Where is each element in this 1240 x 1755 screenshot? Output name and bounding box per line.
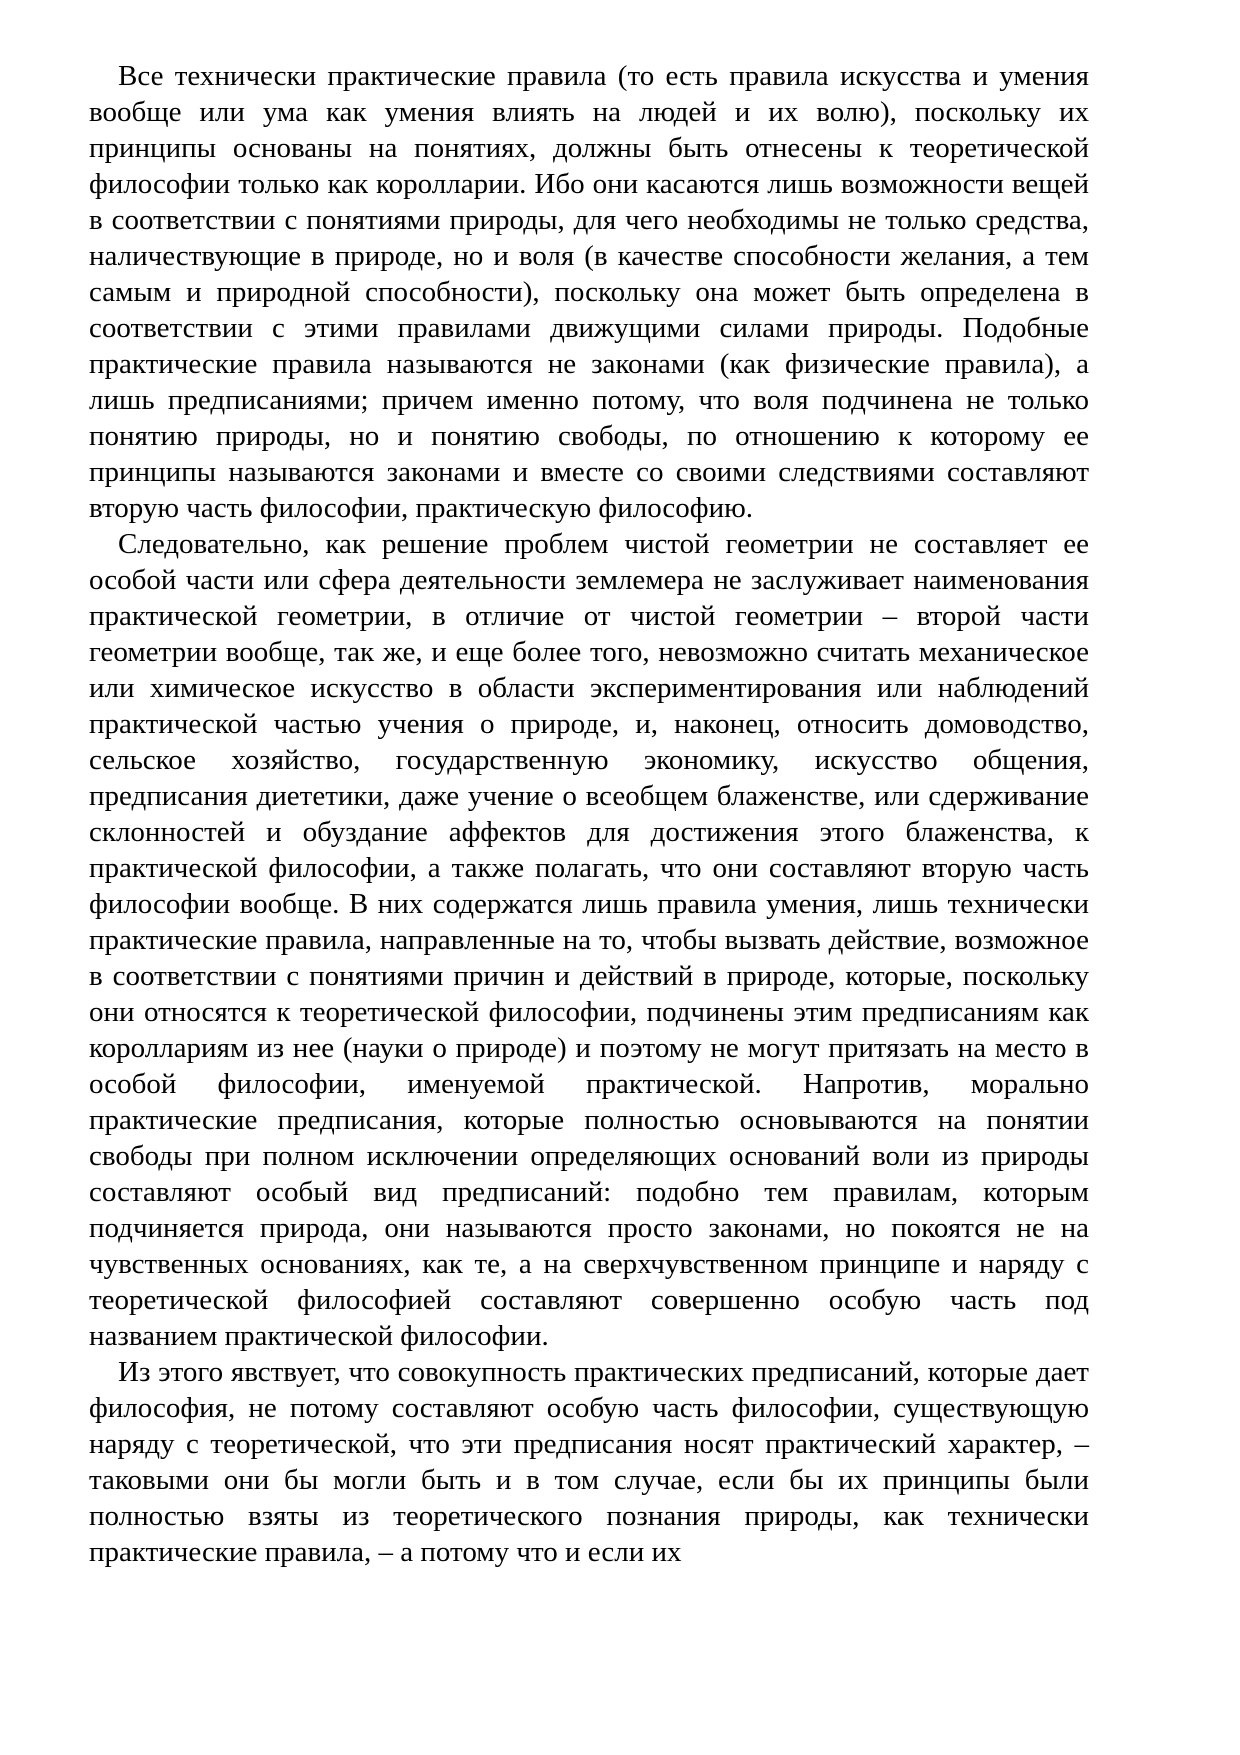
paragraph-1: Все технически практические правила (то есть правила искусства и умения вообще или ума как умения влиять на людей и их волю), поскольку их принципы основаны на понятиях, должны быть отнесены к теоретической философии только как королларии. Ибо они касаются лишь возможности вещей в соответствии с понятиями природы, для чего необходимы не только средства, наличествующие в природе, но и воля (в качестве способности желания, а тем самым и природной способности), поскольку она может быть определена в соответствии с этими правилами движущими силами природы. Подобные практические правила называются не законами (как физические правила), а лишь предписаниями; причем именно потому, что воля подчинена не только понятию природы, но и понятию свободы, по отношению к которому ее принципы называются законами и вместе со своими следствиями составляют вторую часть философии, практическую философию. bbox=[89, 60, 1089, 524]
paragraph-2: Следовательно, как решение проблем чистой геометрии не составляет ее особой части или сфера деятельности землемера не заслуживает наименования практической геометрии, в отличие от чистой геометрии – второй части геометрии вообще, так же, и еще более того, невозможно считать механическое или химическое искусство в области экспериментирования или наблюдений практической частью учения о природе, и, наконец, относить домоводство, сельское хозяйство, государственную экономику, искусство общения, предписания диететики, даже учение о всеобщем блаженстве, или сдерживание склонностей и обуздание аффектов для достижения этого блаженства, к практической философии, а также полагать, что они составляют вторую часть философии вообще. В них содержатся лишь правила умения, лишь технически практические правила, направленные на то, чтобы вызвать действие, возможное в соответствии с понятиями причин и действий в природе, которые, поскольку они относятся к теоретической философии, подчинены этим предписаниям как короллариям из нее (науки о природе) и поэтому не могут притязать на место в особой философии, именуемой практической. Напротив, морально практические предписания, которые полностью основываются на понятии свободы при полном исключении определяющих оснований воли из природы составляют особый вид предписаний: подобно тем правилам, которым подчиняется природа, они называются просто законами, но покоятся не на чувственных основаниях, как те, а на сверхчувственном принципе и наряду с теоретической философией составляют совершенно особую часть под названием практической философии. bbox=[89, 528, 1089, 1352]
document-page bbox=[89, 58, 1089, 1570]
paragraph-3: Из этого явствует, что совокупность практических предписаний, которые дает философия, не потому составляют особую часть философии, существующую наряду с теоретической, что эти предписания носят практический характер, – таковыми они бы могли быть и в том случае, если бы их принципы были полностью взяты из теоретического познания природы, как технически практические правила, – а потому что и если их bbox=[89, 1356, 1089, 1568]
